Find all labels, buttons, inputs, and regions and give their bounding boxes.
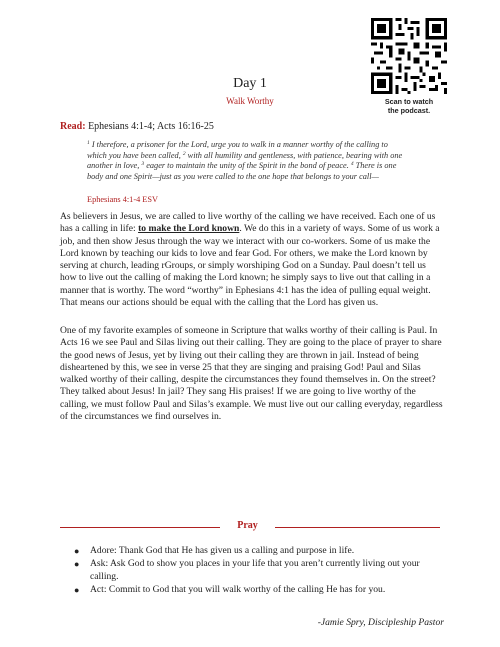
qr-caption-line2: the podcast. [387, 106, 431, 115]
verse-number: 3 [141, 161, 145, 167]
verse-text: There is one body and one Spirit—just as you were called to the one hope that belongs to your call— [87, 161, 397, 181]
verse-text: with all humility and gentleness, with patience, bearing with one another in love, [87, 150, 403, 170]
verse-text: I therefore, a prisoner for the Lord, urge you to walk in a manner worthy of the calling to which you have been called, [87, 140, 388, 160]
paragraph-text: . We do this in a variety of ways. Some of us work a job, and then show Jesus through the way we interact with our co-workers. Some of us make the Lord known by teaching our kids to love and fear God. For others, we make the Lord known by serving at church, leading rGroups, or simply worshiping God on a Sunday. Paul doesn’t tell us how to live out the calling of making the Lord known; he simply says to live out that calling in a manner that is worthy. The word “worthy” in Ephesians 4:1 has the idea of pulling equal weight. That means our actions should be equal with the calling that the Lord has given us. [60, 223, 440, 309]
reading-line [60, 121, 214, 132]
qr-caption-line1: Scan to watch [384, 97, 434, 106]
pray-heading: Pray [237, 520, 258, 531]
calling-emphasis: to make the Lord known [138, 223, 240, 235]
verse-number: 2 [182, 150, 186, 157]
bullet-icon: ● [74, 559, 80, 570]
divider-line-left [60, 527, 220, 528]
pray-divider [60, 520, 440, 534]
prayer-item-text: Act: Commit to God that you will walk worthy of the calling He has for you. [90, 583, 386, 595]
divider-line-right [275, 527, 440, 528]
body-paragraph-1 [60, 211, 444, 309]
scripture-quote [87, 140, 407, 182]
reading-label: Read: [60, 121, 86, 132]
bullet-icon: ● [74, 584, 80, 595]
prayer-item-adore [72, 545, 444, 557]
verse-number: 1 [87, 140, 90, 146]
prayer-list [72, 545, 444, 597]
verse-number: 4 [350, 161, 354, 167]
scripture-reference: Ephesians 4:1-4 ESV [87, 195, 158, 204]
prayer-item-text: Adore: Thank God that He has given us a calling and purpose in life. [90, 545, 355, 556]
prayer-item-ask [72, 558, 444, 583]
page-subtitle: Walk Worthy [226, 96, 274, 106]
bullet-icon: ● [74, 546, 80, 556]
prayer-item-text: Ask: Ask God to show you places in your life that you aren’t currently living out your calling. [90, 558, 420, 582]
body-paragraph-2: One of my favorite examples of someone in Scripture that walks worthy of their calling is Paul. In Acts 16 we see Paul and Silas living out their calling. They are going to the place of prayer to share the good news of Jesus, yet by living out their calling they are thrown in jail. Instead of being disheartened by this, we see in verse 25 that they are singing and praising God! Paul and Silas walked worthy of their calling, despite the circumstances they found themselves in. On the street? They talked about Jesus! In jail? They sang His praises! If we are going to live worthy of the calling, we must follow Paul and Silas’s example. We must live out our calling everyday, regardless of the circumstances we find ourselves in. [60, 325, 443, 423]
verse-text: eager to maintain the unity of the Spirit in the bond of peace. [144, 161, 351, 170]
reading-refs: Ephesians 4:1-4; Acts 16:16-25 [88, 121, 214, 132]
page-title: Day 1 [233, 76, 267, 91]
author-signature: -Jamie Spry, Discipleship Pastor [317, 617, 444, 628]
paragraph-text: As believers in Jesus, we are called to live worthy of the calling we have received. Each one of us has a calling in life: [60, 211, 436, 235]
prayer-item-act [72, 584, 444, 596]
